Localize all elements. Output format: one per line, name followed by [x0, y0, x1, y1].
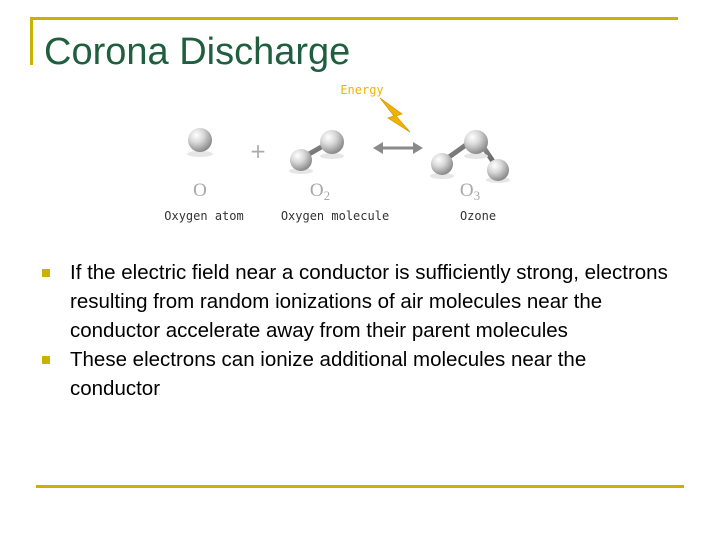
bullet-text: These electrons can ionize additional molecules near the conductor	[70, 348, 587, 400]
plus-sign: +	[249, 139, 267, 163]
bullet-text: If the electric field near a conductor is sufficiently strong, electrons resulting from random ionizations of air molecules near the conductor accelerate away from their parent molecules	[70, 261, 668, 342]
frame-bottom-rule	[36, 485, 684, 488]
energy-label: Energy	[340, 83, 384, 97]
ozone-formation-diagram	[140, 80, 560, 230]
square-bullet-icon	[42, 269, 50, 277]
bullet-item	[40, 258, 680, 345]
reversible-arrow	[373, 142, 423, 154]
slide-title: Corona Discharge	[44, 31, 351, 73]
oxygen-atom-model	[187, 128, 213, 157]
lightning-bolt-icon	[380, 98, 410, 132]
caption-molecule: Oxygen molecule	[280, 209, 390, 223]
symbol-molecule: $O_2$	[309, 180, 331, 203]
bullet-item	[40, 345, 680, 403]
oxygen-molecule-model	[289, 130, 344, 174]
square-bullet-icon	[42, 356, 50, 364]
frame-top-rule	[30, 17, 678, 20]
symbol-ozone: $O_3$	[459, 180, 481, 203]
caption-atom: Oxygen atom	[164, 209, 244, 223]
caption-ozone: Ozone	[459, 209, 497, 223]
symbol-atom: O	[193, 180, 207, 201]
ozone-model	[430, 130, 510, 183]
bullet-list	[40, 258, 680, 403]
frame-left-rule	[30, 17, 33, 65]
